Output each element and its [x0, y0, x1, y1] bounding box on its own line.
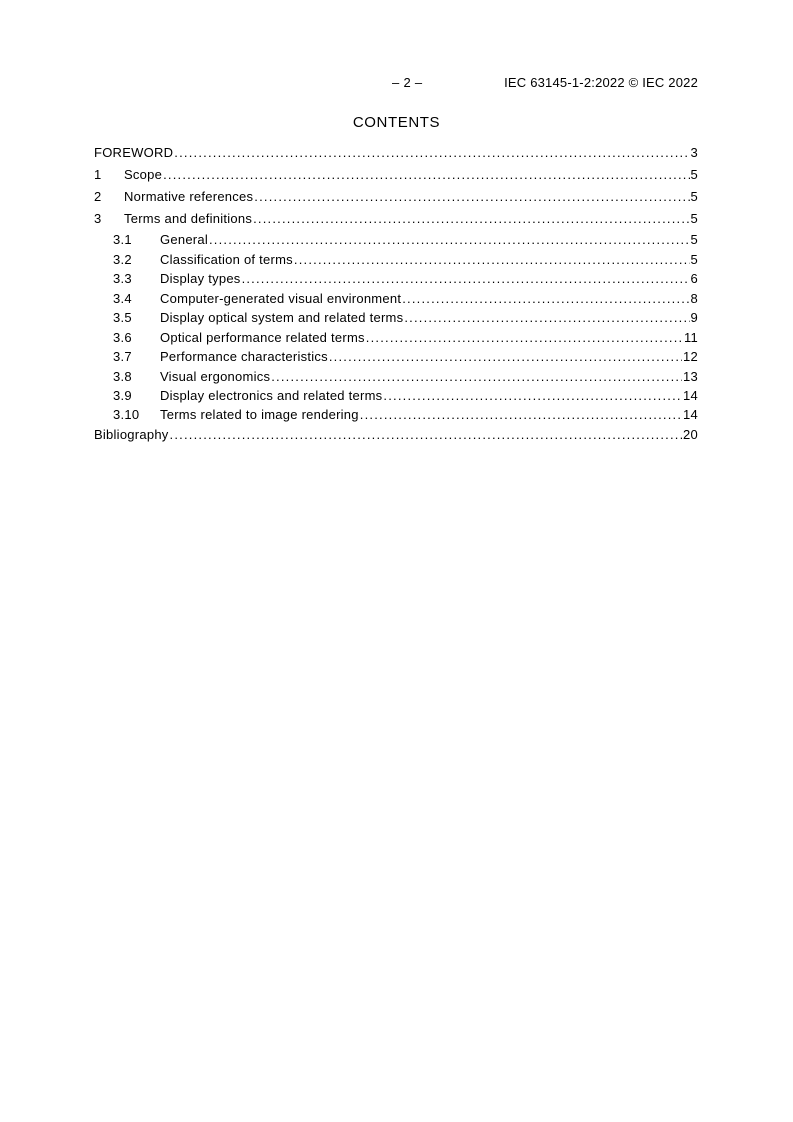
toc-entry-page: 14	[683, 388, 698, 403]
dot-leader	[271, 369, 682, 384]
toc-entry-page: 5	[690, 211, 698, 226]
toc-entry-number: 3	[94, 211, 102, 226]
toc-entry-page: 14	[683, 407, 698, 422]
toc-entry-foreword[interactable]	[94, 145, 698, 163]
toc-entry-page: 6	[690, 271, 698, 286]
toc-entry-label: Terms and definitions	[124, 211, 253, 226]
toc-entry-page: 9	[690, 310, 698, 325]
toc-entry-label: Terms related to image rendering	[160, 407, 359, 422]
toc-entry-label: Display electronics and related terms	[160, 388, 383, 403]
dot-leader	[254, 189, 689, 204]
toc-entry-label: Scope	[124, 167, 163, 182]
toc-entry-normative-references[interactable]	[94, 189, 698, 207]
toc-entry-bibliography[interactable]	[94, 427, 698, 445]
dot-leader	[402, 291, 689, 306]
toc-entry-number: 3.5	[113, 310, 132, 325]
toc-entry-number: 3.9	[113, 388, 132, 403]
dot-leader	[366, 330, 683, 345]
toc-entry-page: 5	[690, 167, 698, 182]
toc-entry-image-rendering[interactable]	[94, 407, 698, 425]
toc-entry-visual-ergonomics[interactable]	[94, 369, 698, 387]
toc-entry-page: 11	[684, 330, 698, 345]
dot-leader	[174, 145, 689, 160]
dot-leader	[209, 232, 690, 247]
toc-entry-classification-of-terms[interactable]	[94, 252, 698, 270]
toc-entry-label: Normative references	[124, 189, 254, 204]
dot-leader	[383, 388, 682, 403]
toc-entry-number: 3.2	[113, 252, 132, 267]
dot-leader	[360, 407, 682, 422]
toc-entry-number: 3.7	[113, 349, 132, 364]
toc-entry-label: Performance characteristics	[160, 349, 328, 364]
toc-entry-page: 8	[690, 291, 698, 306]
toc-entry-label: Optical performance related terms	[160, 330, 365, 345]
toc-entry-optical-performance[interactable]	[94, 330, 698, 348]
toc-entry-performance-characteristics[interactable]	[94, 349, 698, 367]
toc-entry-page: 20	[683, 427, 698, 442]
toc-entry-general[interactable]	[94, 232, 698, 250]
toc-entry-number: 3.10	[113, 407, 140, 422]
toc-entry-page: 5	[690, 189, 698, 204]
toc-entry-label: Visual ergonomics	[160, 369, 271, 384]
dot-leader	[170, 427, 682, 442]
dot-leader	[329, 349, 682, 364]
toc-entry-label: Display optical system and related terms	[160, 310, 404, 325]
dot-leader	[242, 271, 690, 286]
toc-entry-display-types[interactable]	[94, 271, 698, 289]
toc-entry-scope[interactable]	[94, 167, 698, 185]
dot-leader	[253, 211, 689, 226]
document-id: IEC 63145-1-2:2022 © IEC 2022	[504, 75, 698, 90]
toc-entry-page: 5	[690, 232, 698, 247]
page-header	[94, 75, 698, 93]
toc-entry-number: 3.6	[113, 330, 132, 345]
toc-entry-display-optical-system[interactable]	[94, 310, 698, 328]
dot-leader	[404, 310, 689, 325]
toc-entry-display-electronics[interactable]	[94, 388, 698, 406]
page-number: – 2 –	[392, 75, 423, 90]
toc-entry-number: 3.4	[113, 291, 132, 306]
toc-entry-label: Computer-generated visual environment	[160, 291, 402, 306]
toc-entry-number: 1	[94, 167, 102, 182]
toc-entry-terms-and-definitions[interactable]	[94, 211, 698, 229]
toc-entry-page: 13	[683, 369, 698, 384]
toc-entry-label: General	[160, 232, 208, 247]
toc-entry-label: Bibliography	[94, 427, 169, 442]
toc-entry-label: Classification of terms	[160, 252, 293, 267]
dot-leader	[294, 252, 690, 267]
toc-entry-label: Display types	[160, 271, 241, 286]
page-title: CONTENTS	[352, 114, 441, 131]
toc-entry-page: 3	[690, 145, 698, 160]
toc-entry-label: FOREWORD	[94, 145, 174, 160]
toc-entry-number: 3.8	[113, 369, 132, 384]
toc-entry-number: 2	[94, 189, 102, 204]
dot-leader	[163, 167, 689, 182]
toc-entry-number: 3.3	[113, 271, 132, 286]
toc-entry-page: 5	[690, 252, 698, 267]
toc-entry-computer-generated-visual-environment[interactable]	[94, 291, 698, 309]
toc-entry-page: 12	[683, 349, 698, 364]
toc-entry-number: 3.1	[113, 232, 132, 247]
